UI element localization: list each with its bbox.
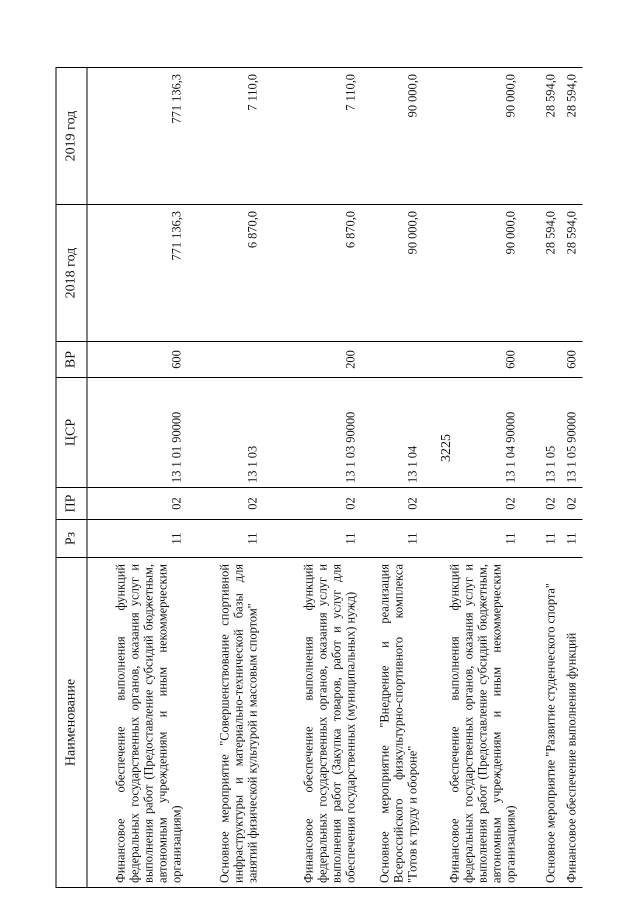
row-pr: 02 bbox=[263, 488, 361, 520]
row-name: Основное мероприятие "Совершенствование спортивной инфраструктуры и материально-технической базы для занятий физической культурой и массовым спортом" bbox=[187, 558, 263, 888]
row-name: Финансовое обеспечение выполнения функций федеральных государственных органов, оказания услуг и выполнения работ (Предоставление субсидий бюджетным, автономным учреждениям и иным некоммерческим организациям) bbox=[423, 558, 521, 888]
row-2019: 90 000,0 bbox=[423, 68, 521, 205]
row-name: Основное мероприятие "Внедрение и реализация Всероссийского физкультурно-спортивного комплекса "Готов к труду и обороне" bbox=[361, 558, 423, 888]
row-csr: 13 1 04 bbox=[361, 378, 423, 488]
row-vr: 600 bbox=[561, 342, 582, 378]
row-vr bbox=[361, 342, 423, 378]
row-pr: 02 bbox=[87, 488, 187, 520]
row-vr: 200 bbox=[263, 342, 361, 378]
row-2019: 771 136,3 bbox=[87, 68, 187, 205]
row-csr: 13 1 03 90000 bbox=[263, 378, 361, 488]
row-rz: 11 bbox=[423, 520, 521, 558]
row-2018: 6 870,0 bbox=[187, 205, 263, 342]
row-csr: 13 1 05 90000 bbox=[561, 378, 582, 488]
table-row bbox=[263, 68, 361, 888]
row-csr: 13 1 01 90000 bbox=[87, 378, 187, 488]
header-2018: 2018 год bbox=[56, 205, 87, 342]
row-rz: 11 bbox=[187, 520, 263, 558]
row-2018: 28 594,0 bbox=[521, 205, 561, 342]
row-rz: 11 bbox=[361, 520, 423, 558]
header-rz: Рз bbox=[56, 520, 87, 558]
row-rz: 11 bbox=[521, 520, 561, 558]
table-header-row bbox=[56, 68, 87, 888]
table-row bbox=[561, 68, 582, 888]
row-pr: 02 bbox=[561, 488, 582, 520]
page-number: 3225 bbox=[439, 434, 454, 462]
header-name: Наименование bbox=[56, 558, 87, 888]
row-vr: 600 bbox=[423, 342, 521, 378]
header-2019: 2019 год bbox=[56, 68, 87, 205]
row-csr: 13 1 03 bbox=[187, 378, 263, 488]
header-pr: ПР bbox=[56, 488, 87, 520]
row-pr: 02 bbox=[361, 488, 423, 520]
row-2019: 28 594,0 bbox=[521, 68, 561, 205]
table-row bbox=[187, 68, 263, 888]
row-2019: 7 110,0 bbox=[187, 68, 263, 205]
row-vr: 600 bbox=[87, 342, 187, 378]
row-2018: 90 000,0 bbox=[423, 205, 521, 342]
row-2018: 771 136,3 bbox=[87, 205, 187, 342]
row-csr: 13 1 05 bbox=[521, 378, 561, 488]
table-row bbox=[521, 68, 561, 888]
row-rz: 11 bbox=[87, 520, 187, 558]
row-vr bbox=[521, 342, 561, 378]
row-2018: 28 594,0 bbox=[561, 205, 582, 342]
row-2019: 7 110,0 bbox=[263, 68, 361, 205]
row-pr: 02 bbox=[187, 488, 263, 520]
row-2019: 90 000,0 bbox=[361, 68, 423, 205]
row-csr: 13 1 04 90000 bbox=[423, 378, 521, 488]
row-pr: 02 bbox=[423, 488, 521, 520]
table-row bbox=[87, 68, 187, 888]
row-name: Финансовое обеспечение выполнения функций bbox=[561, 558, 582, 888]
row-2018: 6 870,0 bbox=[263, 205, 361, 342]
table-row bbox=[361, 68, 423, 888]
row-vr bbox=[187, 342, 263, 378]
table-row bbox=[423, 68, 521, 888]
row-2019: 28 594,0 bbox=[561, 68, 582, 205]
header-csr: ЦСР bbox=[56, 378, 87, 488]
row-rz: 11 bbox=[263, 520, 361, 558]
row-name: Финансовое обеспечение выполнения функций федеральных государственных органов, оказания услуг и выполнения работ (Закупка товаров, работ и услуг для обеспечения государственных (муниципальных) нужд) bbox=[263, 558, 361, 888]
row-name: Финансовое обеспечение выполнения функций федеральных государственных органов, оказания услуг и выполнения работ (Предоставление субсидий бюджетным, автономным учреждениям и иным некоммерческим организациям) bbox=[87, 558, 187, 888]
row-name: Основное мероприятие "Развитие студенческого спорта" bbox=[521, 558, 561, 888]
budget-table-rotated bbox=[56, 68, 581, 888]
row-pr: 02 bbox=[521, 488, 561, 520]
row-rz: 11 bbox=[561, 520, 582, 558]
row-2018: 90 000,0 bbox=[361, 205, 423, 342]
budget-table bbox=[56, 67, 583, 888]
header-vr: ВР bbox=[56, 342, 87, 378]
